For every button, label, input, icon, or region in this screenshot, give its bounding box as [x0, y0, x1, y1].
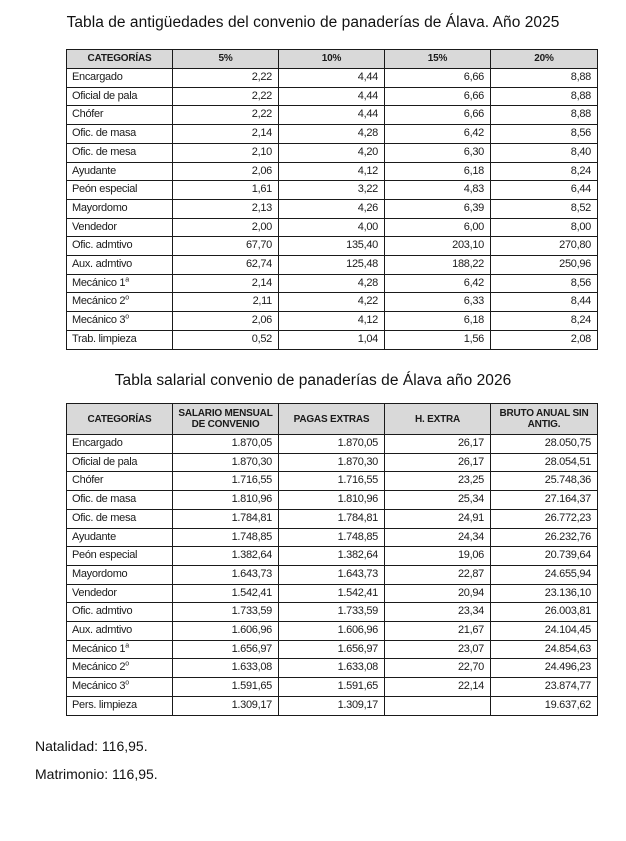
- salario-cell: 1.382,64: [173, 547, 279, 566]
- category-label: Mecánico 3: [72, 314, 126, 327]
- category-cell: [67, 199, 173, 218]
- bruto-cell: 27.164,37: [491, 491, 598, 510]
- v15-cell: 1,56: [385, 330, 491, 349]
- bruto-cell: 24.854,63: [491, 640, 598, 659]
- pagas-cell: 1.870,05: [279, 435, 385, 454]
- table-row: [67, 622, 598, 641]
- category-label: Mecánico 1: [72, 642, 126, 655]
- category-cell: [67, 565, 173, 584]
- pagas-cell: 1.542,41: [279, 584, 385, 603]
- category-label: Mecánico 2: [72, 661, 126, 674]
- category-label: Ayudante: [72, 164, 116, 177]
- v10-cell: 4,28: [279, 125, 385, 144]
- category-label: Aux. admtivo: [72, 258, 132, 271]
- v15-cell: 6,30: [385, 143, 491, 162]
- v20-cell: 250,96: [491, 256, 598, 275]
- category-label: Peón especial: [72, 549, 138, 562]
- v5-cell: 2,10: [173, 143, 279, 162]
- category-label: Oficial de pala: [72, 89, 138, 102]
- v5-cell: 67,70: [173, 237, 279, 256]
- v20-cell: 8,56: [491, 125, 598, 144]
- v10-cell: 3,22: [279, 181, 385, 200]
- table-row: [67, 143, 598, 162]
- hextra-cell: 23,34: [385, 603, 491, 622]
- v20-cell: 6,44: [491, 181, 598, 200]
- v10-cell: 4,12: [279, 312, 385, 331]
- v10-cell: 4,12: [279, 162, 385, 181]
- v5-cell: 2,22: [173, 69, 279, 88]
- category-label: Ayudante: [72, 530, 116, 543]
- category-label: Chófer: [72, 108, 104, 121]
- category-cell: [67, 181, 173, 200]
- hextra-cell: 23,25: [385, 472, 491, 491]
- v10-cell: 125,48: [279, 256, 385, 275]
- pagas-cell: 1.382,64: [279, 547, 385, 566]
- pagas-cell: 1.784,81: [279, 509, 385, 528]
- pagas-cell: 1.309,17: [279, 696, 385, 715]
- v10-cell: 4,44: [279, 87, 385, 106]
- hextra-cell: 26,17: [385, 453, 491, 472]
- v15-cell: 6,39: [385, 199, 491, 218]
- column-header-salario-mensual: SALARIO MENSUAL DE CONVENIO: [173, 404, 279, 435]
- column-header-categorias: CATEGORÍAS: [67, 404, 173, 435]
- bruto-cell: 20.739,64: [491, 547, 598, 566]
- v5-cell: 2,06: [173, 162, 279, 181]
- category-cell: [67, 603, 173, 622]
- salario-cell: 1.606,96: [173, 622, 279, 641]
- antiguedades-table-title: Tabla de antigüedades del convenio de panaderías de Álava. Año 2025: [66, 14, 560, 31]
- v15-cell: 6,42: [385, 125, 491, 144]
- table-row: [67, 453, 598, 472]
- category-label: Ofic. de mesa: [72, 511, 136, 524]
- bruto-cell: 24.655,94: [491, 565, 598, 584]
- salario-cell: 1.870,05: [173, 435, 279, 454]
- v10-cell: 135,40: [279, 237, 385, 256]
- column-header-pagas-extras: PAGAS EXTRAS: [279, 404, 385, 435]
- pagas-cell: 1.748,85: [279, 528, 385, 547]
- table-row: [67, 293, 598, 312]
- category-label: Mecánico 2: [72, 295, 126, 308]
- v15-cell: 4,83: [385, 181, 491, 200]
- v15-cell: 6,33: [385, 293, 491, 312]
- v10-cell: 4,22: [279, 293, 385, 312]
- ordinal-superscript: a: [125, 276, 129, 284]
- table-row: [67, 256, 598, 275]
- category-label: Mecánico 3: [72, 680, 126, 693]
- ordinal-superscript: o: [125, 679, 129, 687]
- category-label: Ofic. de mesa: [72, 145, 136, 158]
- category-cell: [67, 218, 173, 237]
- hextra-cell: 24,91: [385, 509, 491, 528]
- v10-cell: 4,44: [279, 69, 385, 88]
- v5-cell: 2,06: [173, 312, 279, 331]
- salario-cell: 1.733,59: [173, 603, 279, 622]
- category-cell: [67, 143, 173, 162]
- category-label: Ofic. de masa: [72, 127, 136, 140]
- v15-cell: 6,18: [385, 162, 491, 181]
- bruto-cell: 23.874,77: [491, 678, 598, 697]
- category-label: Trab. limpieza: [72, 332, 137, 345]
- v20-cell: 8,40: [491, 143, 598, 162]
- category-cell: [67, 435, 173, 454]
- category-cell: [67, 584, 173, 603]
- v10-cell: 4,00: [279, 218, 385, 237]
- pagas-cell: 1.606,96: [279, 622, 385, 641]
- category-cell: [67, 330, 173, 349]
- bruto-cell: 24.104,45: [491, 622, 598, 641]
- v5-cell: 2,22: [173, 87, 279, 106]
- v5-cell: 2,00: [173, 218, 279, 237]
- table-row: [67, 565, 598, 584]
- pagas-cell: 1.716,55: [279, 472, 385, 491]
- column-header-h-extra: H. EXTRA: [385, 404, 491, 435]
- bruto-cell: 25.748,36: [491, 472, 598, 491]
- table-row: [67, 181, 598, 200]
- column-header-15pct: 15%: [385, 50, 491, 69]
- table-row: [67, 237, 598, 256]
- v15-cell: 6,66: [385, 106, 491, 125]
- bruto-cell: 28.054,51: [491, 453, 598, 472]
- table-row: [67, 312, 598, 331]
- category-label: Mayordomo: [72, 567, 128, 580]
- ordinal-superscript: o: [125, 294, 129, 302]
- salario-cell: 1.591,65: [173, 678, 279, 697]
- category-cell: [67, 87, 173, 106]
- v15-cell: 6,00: [385, 218, 491, 237]
- v20-cell: 8,00: [491, 218, 598, 237]
- table-row: [67, 199, 598, 218]
- salario-cell: 1.784,81: [173, 509, 279, 528]
- category-label: Vendedor: [72, 586, 117, 599]
- v5-cell: 2,14: [173, 125, 279, 144]
- v5-cell: 62,74: [173, 256, 279, 275]
- category-label: Ofic. admtivo: [72, 239, 133, 252]
- table-row: [67, 472, 598, 491]
- v5-cell: 2,22: [173, 106, 279, 125]
- table-row: [67, 603, 598, 622]
- hextra-cell: 26,17: [385, 435, 491, 454]
- category-label: Oficial de pala: [72, 455, 138, 468]
- table-row: [67, 218, 598, 237]
- hextra-cell: [385, 696, 491, 715]
- v15-cell: 6,66: [385, 87, 491, 106]
- category-cell: [67, 162, 173, 181]
- ordinal-superscript: a: [125, 642, 129, 650]
- hextra-cell: 22,70: [385, 659, 491, 678]
- category-cell: [67, 696, 173, 715]
- v5-cell: 1,61: [173, 181, 279, 200]
- table-row: [67, 640, 598, 659]
- antiguedades-table: [66, 49, 598, 350]
- category-label: Ofic. admtivo: [72, 605, 133, 618]
- salario-cell: 1.633,08: [173, 659, 279, 678]
- category-cell: [67, 312, 173, 331]
- category-label: Chófer: [72, 474, 104, 487]
- v20-cell: 8,44: [491, 293, 598, 312]
- hextra-cell: 20,94: [385, 584, 491, 603]
- table-row: [67, 659, 598, 678]
- category-label: Ofic. de masa: [72, 493, 136, 506]
- v15-cell: 203,10: [385, 237, 491, 256]
- pagas-cell: 1.591,65: [279, 678, 385, 697]
- category-cell: [67, 659, 173, 678]
- v20-cell: 2,08: [491, 330, 598, 349]
- table-row: [67, 678, 598, 697]
- v5-cell: 2,14: [173, 274, 279, 293]
- table-row: [67, 162, 598, 181]
- category-cell: [67, 69, 173, 88]
- salarial-table: [66, 403, 598, 716]
- category-label: Pers. limpieza: [72, 698, 137, 711]
- category-label: Peón especial: [72, 183, 138, 196]
- v15-cell: 6,42: [385, 274, 491, 293]
- column-header-categorias: CATEGORÍAS: [67, 50, 173, 69]
- column-header-10pct: 10%: [279, 50, 385, 69]
- table-row: [67, 125, 598, 144]
- category-label: Aux. admtivo: [72, 624, 132, 637]
- pagas-cell: 1.656,97: [279, 640, 385, 659]
- table-row: [67, 584, 598, 603]
- category-label: Encargado: [72, 437, 123, 449]
- category-cell: [67, 622, 173, 641]
- hextra-cell: 21,67: [385, 622, 491, 641]
- ordinal-superscript: o: [125, 313, 129, 321]
- v20-cell: 8,88: [491, 69, 598, 88]
- natalidad-note: Natalidad: 116,95.: [35, 738, 148, 754]
- category-cell: [67, 125, 173, 144]
- table-row: [67, 696, 598, 715]
- table-row: [67, 435, 598, 454]
- table-row: [67, 491, 598, 510]
- table-header-row: [67, 50, 598, 69]
- bruto-cell: 26.232,76: [491, 528, 598, 547]
- salario-cell: 1.810,96: [173, 491, 279, 510]
- column-header-5pct: 5%: [173, 50, 279, 69]
- v20-cell: 8,52: [491, 199, 598, 218]
- bruto-cell: 26.003,81: [491, 603, 598, 622]
- category-cell: [67, 547, 173, 566]
- hextra-cell: 25,34: [385, 491, 491, 510]
- bruto-cell: 19.637,62: [491, 696, 598, 715]
- table-row: [67, 547, 598, 566]
- v15-cell: 6,66: [385, 69, 491, 88]
- v10-cell: 1,04: [279, 330, 385, 349]
- salario-cell: 1.716,55: [173, 472, 279, 491]
- category-cell: [67, 453, 173, 472]
- category-cell: [67, 237, 173, 256]
- salario-cell: 1.870,30: [173, 453, 279, 472]
- hextra-cell: 19,06: [385, 547, 491, 566]
- ordinal-superscript: o: [125, 660, 129, 668]
- v5-cell: 2,11: [173, 293, 279, 312]
- salario-cell: 1.748,85: [173, 528, 279, 547]
- v10-cell: 4,28: [279, 274, 385, 293]
- v20-cell: 8,24: [491, 312, 598, 331]
- category-cell: [67, 293, 173, 312]
- salarial-table-title: Tabla salarial convenio de panaderías de Álava año 2026: [114, 372, 512, 389]
- hextra-cell: 23,07: [385, 640, 491, 659]
- category-label: Mecánico 1: [72, 276, 126, 289]
- category-cell: [67, 640, 173, 659]
- category-cell: [67, 106, 173, 125]
- table-row: [67, 330, 598, 349]
- salario-cell: 1.542,41: [173, 584, 279, 603]
- v20-cell: 8,56: [491, 274, 598, 293]
- bruto-cell: 28.050,75: [491, 435, 598, 454]
- pagas-cell: 1.643,73: [279, 565, 385, 584]
- v5-cell: 0,52: [173, 330, 279, 349]
- bruto-cell: 23.136,10: [491, 584, 598, 603]
- v10-cell: 4,26: [279, 199, 385, 218]
- table-row: [67, 106, 598, 125]
- category-cell: [67, 528, 173, 547]
- category-cell: [67, 491, 173, 510]
- category-label: Mayordomo: [72, 201, 128, 214]
- category-cell: [67, 472, 173, 491]
- v10-cell: 4,44: [279, 106, 385, 125]
- v15-cell: 6,18: [385, 312, 491, 331]
- category-cell: [67, 256, 173, 275]
- column-header-20pct: 20%: [491, 50, 598, 69]
- pagas-cell: 1.810,96: [279, 491, 385, 510]
- hextra-cell: 22,87: [385, 565, 491, 584]
- table-row: [67, 528, 598, 547]
- table-row: [67, 87, 598, 106]
- matrimonio-note: Matrimonio: 116,95.: [35, 766, 158, 782]
- salario-cell: 1.309,17: [173, 696, 279, 715]
- column-header-bruto-anual: BRUTO ANUAL SIN ANTIG.: [491, 404, 598, 435]
- hextra-cell: 22,14: [385, 678, 491, 697]
- pagas-cell: 1.633,08: [279, 659, 385, 678]
- v20-cell: 270,80: [491, 237, 598, 256]
- bruto-cell: 26.772,23: [491, 509, 598, 528]
- category-cell: [67, 274, 173, 293]
- v20-cell: 8,88: [491, 106, 598, 125]
- v20-cell: 8,88: [491, 87, 598, 106]
- salario-cell: 1.643,73: [173, 565, 279, 584]
- v15-cell: 188,22: [385, 256, 491, 275]
- category-cell: [67, 509, 173, 528]
- hextra-cell: 24,34: [385, 528, 491, 547]
- table-header-row: [67, 404, 598, 435]
- pagas-cell: 1.870,30: [279, 453, 385, 472]
- pagas-cell: 1.733,59: [279, 603, 385, 622]
- category-cell: [67, 678, 173, 697]
- table-row: [67, 274, 598, 293]
- v20-cell: 8,24: [491, 162, 598, 181]
- salario-cell: 1.656,97: [173, 640, 279, 659]
- table-row: [67, 509, 598, 528]
- category-label: Encargado: [72, 71, 123, 83]
- table-row: [67, 69, 598, 88]
- bruto-cell: 24.496,23: [491, 659, 598, 678]
- category-label: Vendedor: [72, 220, 117, 233]
- v5-cell: 2,13: [173, 199, 279, 218]
- v10-cell: 4,20: [279, 143, 385, 162]
